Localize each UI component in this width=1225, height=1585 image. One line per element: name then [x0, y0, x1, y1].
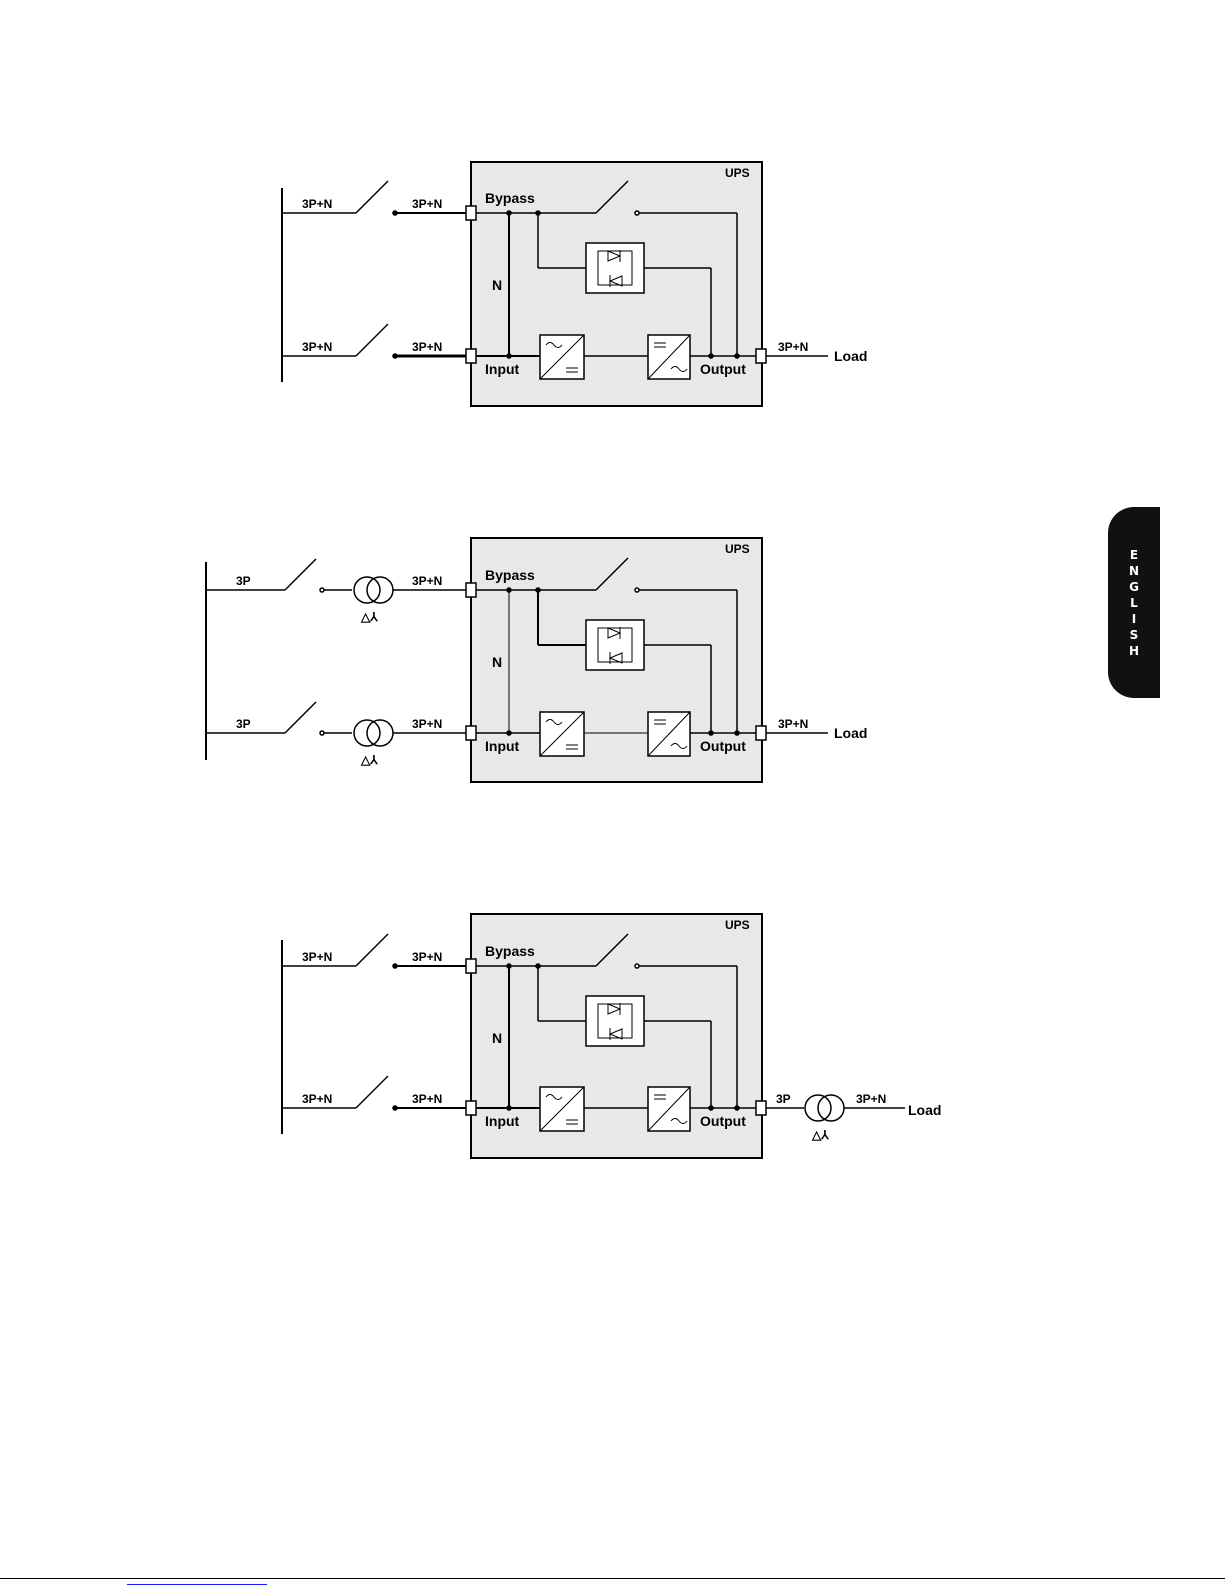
tab-letter: H — [1128, 643, 1140, 658]
output-transformer-label: 3P+N — [856, 1092, 887, 1106]
output-terminal-label: 3P+N — [778, 717, 809, 731]
language-tab — [1108, 507, 1160, 698]
bottom-terminal-label: 3P+N — [412, 340, 443, 354]
input-label: Input — [485, 361, 520, 377]
bottom-supply-label: 3P+N — [302, 1092, 333, 1106]
bottom-terminal-label: 3P+N — [412, 717, 443, 731]
load-label: Load — [834, 348, 868, 364]
input-terminal — [466, 1101, 476, 1115]
supply-breaker-bottom — [285, 702, 316, 733]
ups-diagram-1 — [0, 150, 1225, 420]
output-terminal — [756, 726, 766, 740]
tab-letter: L — [1130, 595, 1138, 610]
output-label: Output — [700, 1113, 746, 1129]
top-terminal-label: 3P+N — [412, 197, 443, 211]
footer-rule — [0, 1578, 1225, 1579]
output-label: Output — [700, 361, 746, 377]
bottom-supply-label: 3P — [236, 717, 251, 731]
transformer-symbol-top: △⅄ — [361, 610, 378, 624]
output-label: Output — [700, 738, 746, 754]
neutral-label: N — [492, 654, 503, 670]
top-terminal-label: 3P+N — [412, 574, 443, 588]
ups-label: UPS — [725, 166, 750, 180]
ups-label: UPS — [725, 542, 750, 556]
bypass-label: Bypass — [485, 567, 535, 583]
tab-letter: N — [1128, 563, 1140, 578]
top-supply-label: 3P+N — [302, 950, 333, 964]
output-terminal — [756, 349, 766, 363]
ups-label: UPS — [725, 918, 750, 932]
bypass-label: Bypass — [485, 943, 535, 959]
output-terminal-label: 3P — [776, 1092, 791, 1106]
top-terminal-label: 3P+N — [412, 950, 443, 964]
supply-breaker-bottom — [356, 1076, 388, 1108]
top-supply-label: 3P — [236, 574, 251, 588]
supply-breaker-bottom — [356, 324, 388, 356]
tab-letter: E — [1129, 547, 1139, 562]
transformer-symbol-output: △⅄ — [812, 1128, 829, 1142]
input-terminal — [466, 726, 476, 740]
neutral-label: N — [492, 277, 503, 293]
input-label: Input — [485, 738, 520, 754]
top-supply-label: 3P+N — [302, 197, 333, 211]
tab-letter: G — [1129, 579, 1139, 594]
bypass-terminal — [466, 959, 476, 973]
input-terminal — [466, 349, 476, 363]
load-label: Load — [908, 1102, 942, 1118]
tab-letter: I — [1131, 611, 1137, 626]
input-label: Input — [485, 1113, 520, 1129]
bottom-supply-label: 3P+N — [302, 340, 333, 354]
tab-letter: S — [1129, 627, 1139, 642]
ups-diagram-2 — [0, 525, 1225, 795]
supply-breaker-top — [356, 934, 388, 966]
bottom-terminal-label: 3P+N — [412, 1092, 443, 1106]
output-terminal-label: 3P+N — [778, 340, 809, 354]
load-label: Load — [834, 725, 868, 741]
ups-diagram-3 — [0, 902, 1225, 1172]
transformer-symbol-bottom: △⅄ — [361, 753, 378, 767]
bypass-terminal — [466, 583, 476, 597]
bypass-label: Bypass — [485, 190, 535, 206]
supply-breaker-top — [285, 559, 316, 590]
output-terminal — [756, 1101, 766, 1115]
neutral-label: N — [492, 1030, 503, 1046]
supply-breaker-top — [356, 181, 388, 213]
bypass-terminal — [466, 206, 476, 220]
